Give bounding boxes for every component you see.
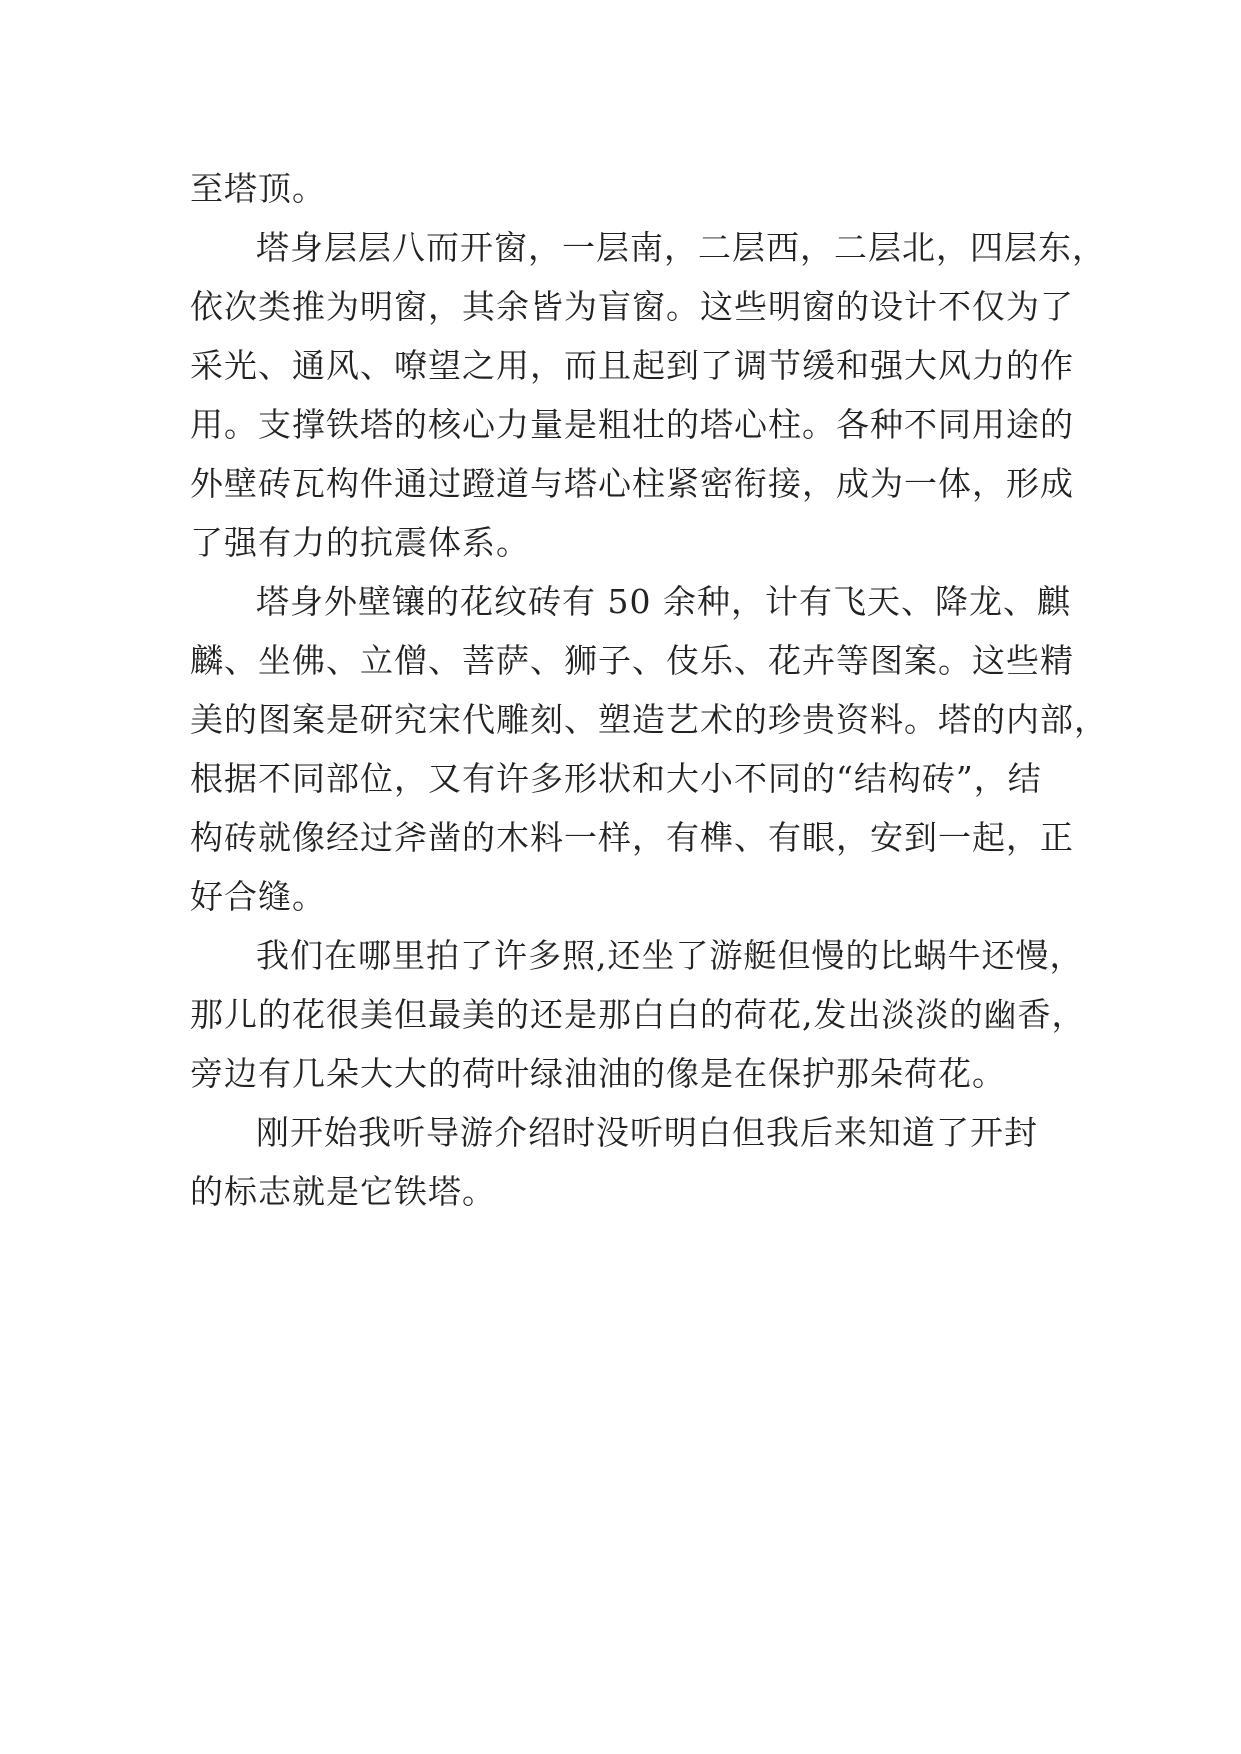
- text-line: 根据不同部位，又有许多形状和大小不同的“结构砖”，结: [190, 759, 1042, 798]
- paragraph-first-line: 塔身层层八而开窗，一层南，二层西，二层北，四层东，: [256, 228, 1106, 267]
- text-line: 的标志就是它铁塔。: [190, 1172, 496, 1211]
- text-line: 旁边有几朵大大的荷叶绿油油的像是在保护那朵荷花。: [190, 1054, 1006, 1093]
- text-line: 依次类推为明窗，其余皆为盲窗。这些明窗的设计不仅为了: [190, 287, 1074, 326]
- text-line: 采光、通风、嘹望之用，而且起到了调节缓和强大风力的作: [190, 346, 1074, 385]
- text-line: 构砖就像经过斧凿的木料一样，有榫、有眼，安到一起，正: [190, 818, 1074, 857]
- text-line: 麟、坐佛、立僧、菩萨、狮子、伎乐、花卉等图案。这些精: [190, 641, 1074, 680]
- text-line: 那儿的花很美但最美的还是那白白的荷花,发出淡淡的幽香，: [190, 995, 1086, 1034]
- paragraph-first-line: 塔身外壁镶的花纹砖有 50 余种，计有飞天、降龙、麒: [256, 582, 1071, 621]
- text-line: 好合缝。: [190, 877, 326, 916]
- text-line: 美的图案是研究宋代雕刻、塑造艺术的珍贵资料。塔的内部，: [190, 700, 1108, 739]
- paragraph-first-line: 我们在哪里拍了许多照,还坐了游艇但慢的比蜗牛还慢，: [256, 936, 1084, 975]
- paragraph-first-line: 刚开始我听导游介绍时没听明白但我后来知道了开封: [256, 1113, 1038, 1152]
- text-line: 至塔顶。: [190, 169, 326, 208]
- text-line: 了强有力的抗震体系。: [190, 523, 530, 562]
- text-line: 用。支撑铁塔的核心力量是粗壮的塔心柱。各种不同用途的: [190, 405, 1074, 444]
- text-line: 外壁砖瓦构件通过蹬道与塔心柱紧密衔接，成为一体，形成: [190, 464, 1074, 503]
